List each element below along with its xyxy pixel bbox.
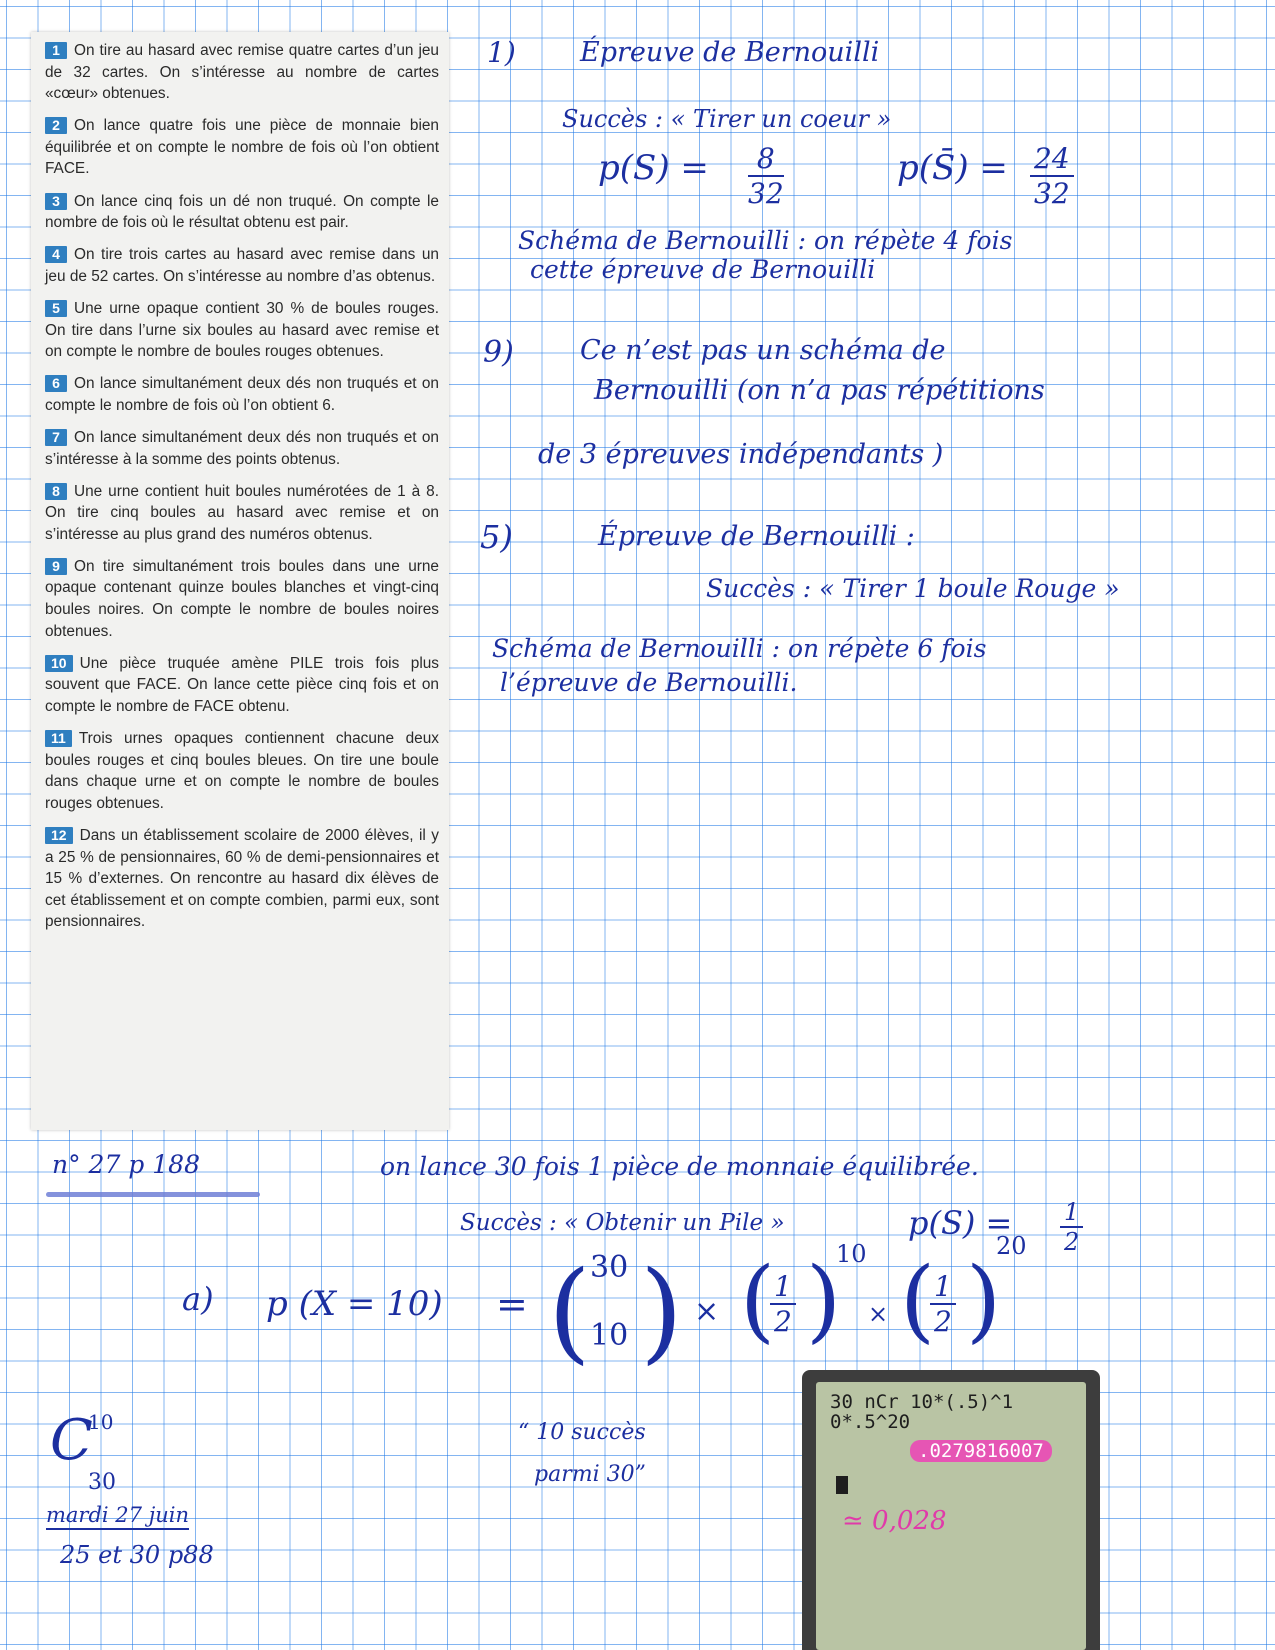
exercise-text: Une pièce truquée amène PILE trois fois plus souvent que FACE. On lance cette pièce cinq fois et on compte le nombre de FACE obtenu. — [45, 654, 439, 715]
binomial-open-paren: ( — [548, 1247, 591, 1375]
probability-success: p(S) = — [598, 148, 709, 188]
fraction-denominator: 2 — [934, 1305, 952, 1338]
exercise-text: On tire trois cartes au hasard avec remise dans un jeu de 52 cartes. On s’intéresse au nombre d’as obtenus. — [45, 246, 439, 285]
probability-failure: p(S̄) = — [897, 148, 1008, 188]
exercise-9 — [45, 556, 439, 642]
fraction-numerator: 1 — [1060, 1198, 1083, 1228]
part-a-label: a) — [182, 1280, 214, 1318]
exercise-text: On lance cinq fois un dé non truqué. On compte le nombre de fois où le résultat obtenu est pair. — [45, 192, 439, 232]
exponent-20: 20 — [996, 1232, 1027, 1260]
answer-9-line3: de 3 épreuves indépendants ) — [538, 439, 944, 470]
exercise-3 — [45, 191, 439, 234]
exponent-10: 10 — [836, 1240, 867, 1268]
exercise-27-intro: on lance 30 fois 1 pièce de monnaie équilibrée. — [380, 1152, 979, 1181]
exercise-number: 10 — [45, 655, 73, 672]
calculator-input-line1: 30 nCr 10*(.5)^1 — [830, 1391, 1014, 1413]
binomial-top: 30 — [590, 1250, 629, 1285]
quote-line2: parmi 30” — [534, 1462, 646, 1487]
fraction-denominator: 32 — [748, 177, 784, 210]
fraction-denominator: 2 — [774, 1305, 792, 1338]
answer-5-schema-line2: l’épreuve de Bernouilli. — [500, 668, 798, 697]
fraction-numerator: 8 — [748, 142, 784, 177]
exercise-11 — [45, 728, 439, 814]
times-sign: × — [694, 1294, 720, 1329]
fraction-numerator: 24 — [1030, 142, 1074, 177]
exercise-27-success: Succès : « Obtenir un Pile » — [460, 1210, 785, 1236]
binomial-close-paren: ) — [640, 1247, 683, 1375]
answer-1-success: Succès : « Tirer un coeur » — [562, 105, 892, 133]
calculator-result: .0279816007 — [910, 1440, 1052, 1462]
combination-superscript: 10 — [88, 1410, 114, 1434]
exercise-text: On tire au hasard avec remise quatre cartes d’un jeu de 32 cartes. On s’intéresse au nombre de cartes «cœur» obtenues. — [45, 42, 439, 103]
calculator-input-line2: 0*.5^20 — [830, 1411, 911, 1433]
half-open-paren: ( — [900, 1248, 936, 1353]
answer-5-label: 5) — [480, 518, 513, 556]
exercise-27-reference: n° 27 p 188 — [52, 1150, 200, 1179]
exercise-number: 7 — [45, 429, 67, 446]
combination-c: C — [50, 1408, 93, 1473]
answer-1-schema-line2: cette épreuve de Bernouilli — [530, 255, 876, 284]
exercise-5 — [45, 298, 439, 363]
exercise-4 — [45, 244, 439, 287]
exercise-text: Une urne contient huit boules numérotées de 1 à 8. On tire cinq boules au hasard avec remise et on s’intéresse au plus grand des numéros obtenus. — [45, 482, 439, 543]
times-sign: × — [868, 1300, 889, 1328]
probability-x-equals-10: p (X = 10) — [266, 1284, 443, 1324]
exercise-number: 11 — [45, 730, 72, 747]
fraction-denominator: 2 — [1064, 1228, 1080, 1256]
answer-9-line2: Bernouilli (on n’a pas répétitions — [594, 375, 1045, 406]
homework-note: 25 et 30 p88 — [60, 1541, 214, 1569]
textbook-excerpt — [31, 32, 449, 1130]
exercise-text: On lance simultanément deux dés non truqués et on compte le nombre de fois où l’on obtient 6. — [45, 375, 439, 414]
exercise-number: 1 — [45, 42, 67, 59]
fraction-numerator: 1 — [930, 1270, 956, 1305]
calculator-approximation: ≃ 0,028 — [842, 1506, 947, 1536]
exercise-number: 3 — [45, 193, 67, 210]
fraction-denominator: 32 — [1034, 177, 1070, 210]
exercise-number: 12 — [45, 827, 73, 844]
fraction-numerator: 1 — [770, 1270, 796, 1305]
exercise-number: 5 — [45, 300, 67, 317]
answer-5-success: Succès : « Tirer 1 boule Rouge » — [706, 574, 1120, 603]
fraction-24-32 — [1030, 142, 1074, 210]
half-open-paren: ( — [740, 1248, 776, 1353]
quote-line1: “ 10 succès — [518, 1420, 646, 1445]
equals-sign: = — [496, 1282, 528, 1326]
answer-9-label: 9) — [483, 335, 514, 370]
exercise-text: Une urne opaque contient 30 % de boules rouges. On tire dans l’urne six boules au hasard avec remise et on compte le nombre de boules rouges obtenues. — [45, 299, 439, 361]
reference-underline — [46, 1192, 260, 1197]
fraction-1-2 — [1060, 1198, 1083, 1256]
calculator-screen — [816, 1382, 1086, 1650]
exercise-8 — [45, 481, 439, 546]
half-close-paren: ) — [966, 1248, 1002, 1353]
calculator — [802, 1370, 1100, 1650]
exercise-10 — [45, 653, 439, 718]
binomial-bottom: 10 — [590, 1318, 629, 1353]
exercise-6 — [45, 373, 439, 416]
fraction-8-32 — [748, 142, 784, 210]
exercise-text: On lance simultanément deux dés non truqués et on s’intéresse à la somme des points obtenus. — [45, 428, 439, 468]
exercise-text: On lance quatre fois une pièce de monnaie bien équilibrée et on compte le nombre de fois où l’on obtient FACE. — [45, 117, 439, 178]
exercise-text: On tire simultanément trois boules dans une urne opaque contenant quinze boules blanches et vingt-cinq boules noires. On compte le nombre de boules noires obtenues. — [45, 557, 439, 640]
exercise-number: 6 — [45, 375, 67, 392]
exercise-27-probability: p(S) = — [908, 1204, 1013, 1242]
exercise-12 — [45, 825, 439, 933]
exercise-number: 9 — [45, 558, 67, 575]
answer-1-title: Épreuve de Bernouilli — [580, 37, 880, 68]
exercise-text: Dans un établissement scolaire de 2000 élèves, il y a 25 % de pensionnaires, 60 % de demi-pensionnaires et 15 % d’externes. On rencontre au hasard dix élèves de cet établissement et on compte combien, parmi eux, sont pensionnaires. — [45, 826, 439, 931]
date-note: mardi 27 juin — [46, 1502, 189, 1530]
exercise-7 — [45, 427, 439, 470]
answer-1-schema-line1: Schéma de Bernouilli : on répète 4 fois — [518, 226, 1013, 255]
exercise-number: 8 — [45, 483, 67, 500]
exercise-text: Trois urnes opaques contiennent chacune deux boules rouges et cinq boules bleues. On tire une boule dans chaque urne et on compte le nombre de boules rouges obtenues. — [45, 730, 439, 812]
calculator-cursor — [836, 1476, 848, 1494]
exercise-2 — [45, 115, 439, 180]
exercise-number: 2 — [45, 117, 67, 134]
combination-subscript: 30 — [88, 1470, 116, 1495]
exercise-number: 4 — [45, 246, 67, 263]
answer-9-line1: Ce n’est pas un schéma de — [580, 335, 946, 366]
fraction-one-half — [770, 1270, 796, 1338]
answer-1-label: 1) — [487, 36, 516, 69]
fraction-one-half — [930, 1270, 956, 1338]
half-close-paren: ) — [806, 1248, 842, 1353]
answer-5-schema-line1: Schéma de Bernouilli : on répète 6 fois — [492, 634, 987, 663]
answer-5-title: Épreuve de Bernouilli : — [598, 521, 915, 552]
exercise-1 — [45, 40, 439, 105]
